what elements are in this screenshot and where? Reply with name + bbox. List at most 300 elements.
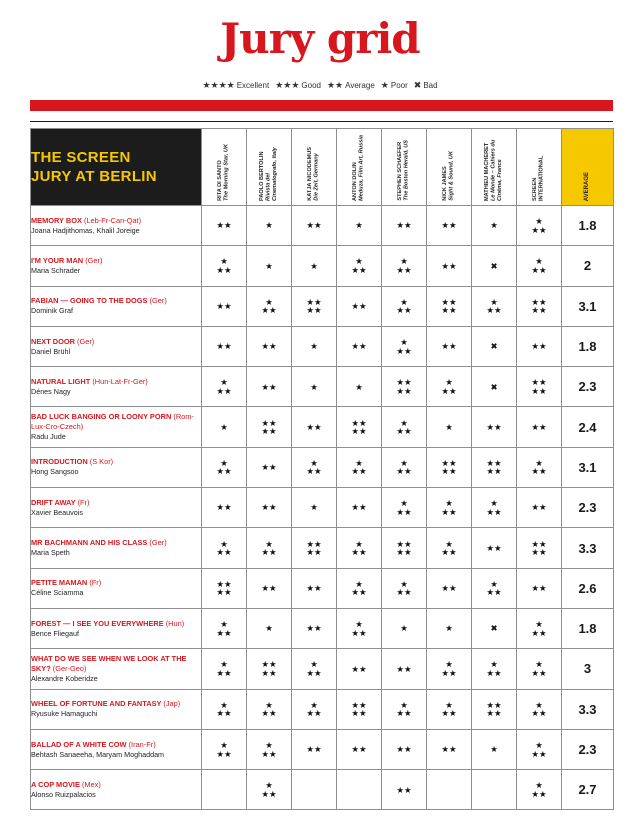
star-rating-icon: ★ [220,421,228,432]
rating-cell [337,689,382,729]
star-rating-icon: ★★ [306,538,322,549]
rating-cell [337,729,382,769]
rating-cell [292,326,337,366]
average-score: 1.8 [562,608,614,648]
star-rating-icon: ★★ [306,623,322,634]
table-row [31,206,614,246]
film-origin: (Fr) [77,497,90,507]
rating-cell [382,407,427,447]
star-rating-icon: ★ [220,457,228,468]
star-rating-icon: ★★ [531,667,547,678]
star-rating-icon: ★★ [486,305,502,316]
star-rating-icon: ★★ [351,663,367,674]
film-cell [31,326,202,366]
star-rating-icon: ★★ [531,547,547,558]
star-rating-icon: ★★ [531,224,547,235]
table-row [31,568,614,608]
rating-cell [472,488,517,528]
critic-header [247,129,292,206]
star-rating-icon: ★★ [531,502,547,513]
critic-label [259,131,279,201]
legend-item [275,80,321,91]
critic-publication: Le Monde – Cahiers du Cinéma, France [490,139,504,201]
critic-label [484,131,504,201]
rating-cell [427,286,472,326]
bad-rating-icon: ✖ [413,80,422,90]
film-title [31,619,201,629]
film-title [31,296,201,306]
film-cell [31,729,202,769]
critic-header [202,129,247,206]
rating-cell [247,649,292,689]
rating-cell [472,286,517,326]
star-rating-icon: ★★ [531,377,547,388]
film-origin: (Hun) [165,618,185,628]
star-rating-icon: ★ [355,578,363,589]
star-rating-icon: ★★ [351,426,367,437]
critic-name: KATJA NICODEMUS [307,147,314,201]
star-rating-icon: ★ [535,699,543,710]
star-rating-icon: ★★ [531,788,547,799]
star-rating-icon: ★★ [396,744,412,755]
jury-heading [31,129,202,206]
film-cell [31,649,202,689]
star-rating-icon: ★★ [216,466,232,477]
rating-cell [202,447,247,487]
star-rating-icon: ★ [265,220,273,231]
rating-cell [202,407,247,447]
rating-cell [517,528,562,568]
star-rating-icon: ★★ [261,788,277,799]
star-rating-icon: ★★ [216,385,232,396]
jury-heading-line-2: JURY AT BERLIN [31,168,157,185]
rating-cell [382,729,427,769]
film-director: Behtash Sanaeeha, Maryam Moghaddam [31,749,165,759]
star-rating-icon: ★★ [306,583,322,594]
star-rating-icon: ★★ [306,421,322,432]
critic-name: SCREEN INTERNATIONAL [532,155,545,201]
rating-cell [427,608,472,648]
star-rating-icon: ★ [265,699,273,710]
star-rating-icon: ★★ [486,457,502,468]
rating-cell [292,286,337,326]
bad-rating-icon: ✖ [490,623,498,634]
rating-cell [382,528,427,568]
bad-rating-icon: ✖ [490,260,498,271]
film-title [31,654,201,674]
film-title [31,337,201,347]
rating-cell [337,488,382,528]
rating-cell [517,367,562,407]
table-row [31,286,614,326]
legend-label: Good [301,81,321,90]
average-score: 3.1 [562,447,614,487]
film-cell [31,286,202,326]
rating-cell [517,488,562,528]
film-name: BAD LUCK BANGING OR LOONY PORN [31,412,172,422]
star-rating-icon: ★★ [306,744,322,755]
rating-cell [382,206,427,246]
header-rule [30,121,613,122]
star-rating-icon: ★★ [216,627,232,638]
rating-cell [202,770,247,810]
star-rating-icon: ★★ [261,341,277,352]
star-rating-icon: ★★ [351,341,367,352]
star-rating-icon: ★ [265,780,273,791]
star-rating-icon: ★ [535,619,543,630]
star-rating-icon: ★★ [351,417,367,428]
average-rating-icon: ★★ [326,80,344,90]
star-rating-icon: ★★ [396,377,412,388]
rating-cell [292,649,337,689]
star-rating-icon: ★★ [396,220,412,231]
star-rating-icon: ★ [490,498,498,509]
star-rating-icon: ★★ [306,296,322,307]
critic-publication: Sight & Sound, UK [449,151,455,201]
rating-cell [427,689,472,729]
rating-cell [517,286,562,326]
rating-cell [427,649,472,689]
rating-cell [292,246,337,286]
good-rating-icon: ★★★ [275,80,300,90]
star-rating-icon: ★★ [396,538,412,549]
star-rating-icon: ★ [535,659,543,670]
star-rating-icon: ★★ [351,264,367,275]
star-rating-icon: ★★ [396,708,412,719]
star-rating-icon: ★ [220,619,228,630]
film-cell [31,206,202,246]
star-rating-icon: ★ [265,623,273,634]
rating-cell [472,528,517,568]
jury-grid-table [30,128,614,810]
table-row [31,447,614,487]
film-origin: (Hun-Lat-Fr-Ger) [92,376,148,386]
rating-cell [427,488,472,528]
rating-cell [337,246,382,286]
legend-label: Bad [423,81,438,90]
star-rating-icon: ★★ [261,305,277,316]
star-rating-icon: ★★ [261,708,277,719]
rating-cell [517,447,562,487]
rating-cell [247,689,292,729]
rating-cell [382,286,427,326]
table-row [31,528,614,568]
star-rating-icon: ★★ [261,748,277,759]
star-rating-icon: ★★ [261,583,277,594]
film-director: Radu Jude [31,432,66,442]
rating-cell [427,447,472,487]
star-rating-icon: ★ [310,659,318,670]
star-rating-icon: ★ [535,740,543,750]
star-rating-icon: ★★ [216,264,232,275]
star-rating-icon: ★ [490,659,498,670]
rating-cell [247,608,292,648]
film-director: Dominik Graf [31,306,73,316]
rating-cell [382,689,427,729]
star-rating-icon: ★ [355,256,363,267]
average-score: 2.7 [562,770,614,810]
table-row [31,326,614,366]
rating-cell [292,528,337,568]
film-origin: (Jap) [163,699,181,709]
film-name: MR BACHMANN AND HIS CLASS [31,538,148,548]
critic-header [382,129,427,206]
star-rating-icon: ★★ [351,627,367,638]
rating-cell [382,770,427,810]
star-rating-icon: ★★ [486,667,502,678]
critic-name: NICK JAMES [442,166,449,201]
average-score: 3.1 [562,286,614,326]
rating-cell [472,568,517,608]
star-rating-icon: ★★ [486,506,502,517]
film-title [31,578,201,588]
rating-cell [337,367,382,407]
rating-cell [472,608,517,648]
rating-cell [292,206,337,246]
rating-cell [202,286,247,326]
star-rating-icon: ★★ [216,502,232,513]
star-rating-icon: ★ [355,619,363,630]
rating-cell [247,367,292,407]
film-cell [31,407,202,447]
star-rating-icon: ★★ [351,300,367,311]
star-rating-icon: ★ [310,699,318,710]
rating-cell [247,447,292,487]
film-director: Hong Sangsoo [31,467,79,477]
rating-cell [472,770,517,810]
film-name: A COP MOVIE [31,779,80,789]
rating-cell [337,326,382,366]
film-title [31,538,201,548]
rating-cell [337,407,382,447]
star-rating-icon: ★★ [396,784,412,795]
table-row [31,689,614,729]
bad-rating-icon: ✖ [490,341,498,352]
star-rating-icon: ★★ [261,426,277,437]
rating-cell [202,608,247,648]
rating-cell [427,206,472,246]
rating-cell [292,407,337,447]
film-origin: (Ger) [85,255,103,265]
critic-publication: The Boston Herald, US [404,140,410,201]
critic-publication: Die Zeit, Germany [314,153,320,201]
star-rating-icon: ★ [265,296,273,307]
rating-cell [382,367,427,407]
rating-cell [247,488,292,528]
rating-cell [472,407,517,447]
star-rating-icon: ★★ [396,587,412,598]
star-rating-icon: ★★ [441,506,457,517]
average-label [584,172,591,201]
star-rating-icon: ★ [310,457,318,468]
star-rating-icon: ★ [445,623,453,634]
rating-cell [337,447,382,487]
rating-cell [337,206,382,246]
film-origin: (S Kor) [89,457,114,467]
rating-cell [292,488,337,528]
star-rating-icon: ★ [355,457,363,468]
star-rating-icon: ★★ [531,748,547,759]
star-rating-icon: ★★ [216,220,232,231]
star-rating-icon: ★★ [216,341,232,352]
star-rating-icon: ★ [400,256,408,267]
star-rating-icon: ★★ [441,583,457,594]
film-origin: (Mex) [81,779,101,789]
star-rating-icon: ★★ [261,547,277,558]
star-rating-icon: ★★ [441,466,457,477]
star-rating-icon: ★ [490,220,498,231]
film-cell [31,770,202,810]
star-rating-icon: ★ [265,260,273,271]
star-rating-icon: ★ [220,256,228,267]
rating-cell [472,649,517,689]
star-rating-icon: ★★ [261,667,277,678]
film-director: Ryusuke Hamaguchi [31,709,98,719]
star-rating-icon: ★ [310,381,318,392]
table-row [31,407,614,447]
table-row [31,246,614,286]
rating-cell [247,246,292,286]
rating-cell [427,528,472,568]
average-score: 2 [562,246,614,286]
star-rating-icon: ★★ [396,466,412,477]
star-rating-icon: ★ [535,780,543,791]
star-rating-icon: ★★ [531,627,547,638]
star-rating-icon: ★ [400,337,408,348]
star-rating-icon: ★★ [306,667,322,678]
excellent-rating-icon: ★★★★ [202,80,235,90]
rating-cell [472,326,517,366]
film-director: Alonso Ruizpalacios [31,789,96,799]
rating-cell [202,729,247,769]
table-row [31,729,614,769]
star-rating-icon: ★★ [441,708,457,719]
star-rating-icon: ★★ [531,305,547,316]
rating-cell [427,367,472,407]
legend-item [327,80,375,91]
critic-header [472,129,517,206]
star-rating-icon: ★★ [216,667,232,678]
film-cell [31,447,202,487]
film-origin: (Ger) [149,296,167,306]
star-rating-icon: ★★ [396,426,412,437]
jury-heading-line-1: THE SCREEN [31,149,131,166]
critic-header [292,129,337,206]
rating-cell [517,770,562,810]
page-title: Jury grid [220,14,420,63]
star-rating-icon: ★★ [531,385,547,396]
star-rating-icon: ★ [490,578,498,589]
rating-cell [247,528,292,568]
star-rating-icon: ★★ [441,341,457,352]
rating-cell [202,326,247,366]
average-label-text: AVERAGE [584,171,591,201]
rating-cell [427,729,472,769]
critic-name: RITA DI SANTO [217,160,224,201]
star-rating-icon: ★★ [486,587,502,598]
rating-cell [517,729,562,769]
rating-cell [517,568,562,608]
star-rating-icon: ★★ [486,421,502,432]
legend-item [414,80,438,91]
star-rating-icon: ★★ [306,547,322,558]
rating-cell [472,689,517,729]
poor-rating-icon: ★ [380,80,389,90]
rating-cell [292,689,337,729]
rating-cell [517,689,562,729]
rating-cell [382,246,427,286]
star-rating-icon: ★ [445,377,453,388]
star-rating-icon: ★ [355,381,363,392]
film-cell [31,568,202,608]
film-cell [31,689,202,729]
film-director: Céline Sciamma [31,588,84,598]
film-name: MEMORY BOX [31,215,82,225]
critic-header-wrap [517,129,561,205]
film-origin: (Leb-Fr-Can-Qat) [83,215,142,225]
rating-cell [202,528,247,568]
critic-publication: Meduza, Film Art, Russia [359,135,365,201]
film-title [31,256,201,266]
star-rating-icon: ★★ [486,699,502,710]
film-name: WHAT DO WE SEE WHEN WE LOOK AT THE SKY? [31,653,187,673]
star-rating-icon: ★ [445,699,453,710]
critic-header-wrap [382,129,426,205]
legend-label: Excellent [236,81,270,90]
star-rating-icon: ★ [310,502,318,513]
film-title [31,498,201,508]
rating-cell [382,326,427,366]
film-director: Alexandre Koberidze [31,673,98,683]
film-cell [31,608,202,648]
rating-cell [247,206,292,246]
film-title [31,216,201,226]
rating-cell [337,568,382,608]
star-rating-icon: ★★ [351,502,367,513]
star-rating-icon: ★★ [216,748,232,759]
film-name: BALLAD OF A WHITE COW [31,739,127,749]
rating-cell [472,367,517,407]
bad-rating-icon: ✖ [490,381,498,392]
star-rating-icon: ★★ [351,699,367,710]
rating-cell [247,729,292,769]
star-rating-icon: ★ [310,260,318,271]
film-director: Bence Fliegauf [31,628,79,638]
star-rating-icon: ★ [400,578,408,589]
star-rating-icon: ★★ [441,457,457,468]
star-rating-icon: ★★ [396,385,412,396]
star-rating-icon: ★ [445,659,453,670]
rating-cell [382,608,427,648]
rating-cell [202,206,247,246]
rating-cell [382,488,427,528]
star-rating-icon: ★★ [531,421,547,432]
star-rating-icon: ★★ [396,264,412,275]
star-rating-icon: ★★ [486,466,502,477]
star-rating-icon: ★ [535,457,543,468]
average-score: 3.3 [562,689,614,729]
rating-cell [202,488,247,528]
star-rating-icon: ★★ [261,381,277,392]
star-rating-icon: ★★ [306,466,322,477]
critic-label [352,135,365,201]
star-rating-icon: ★★ [351,708,367,719]
rating-cell [337,770,382,810]
rating-cell [292,568,337,608]
average-score: 1.8 [562,326,614,366]
film-title [31,780,201,790]
average-score: 2.3 [562,729,614,769]
